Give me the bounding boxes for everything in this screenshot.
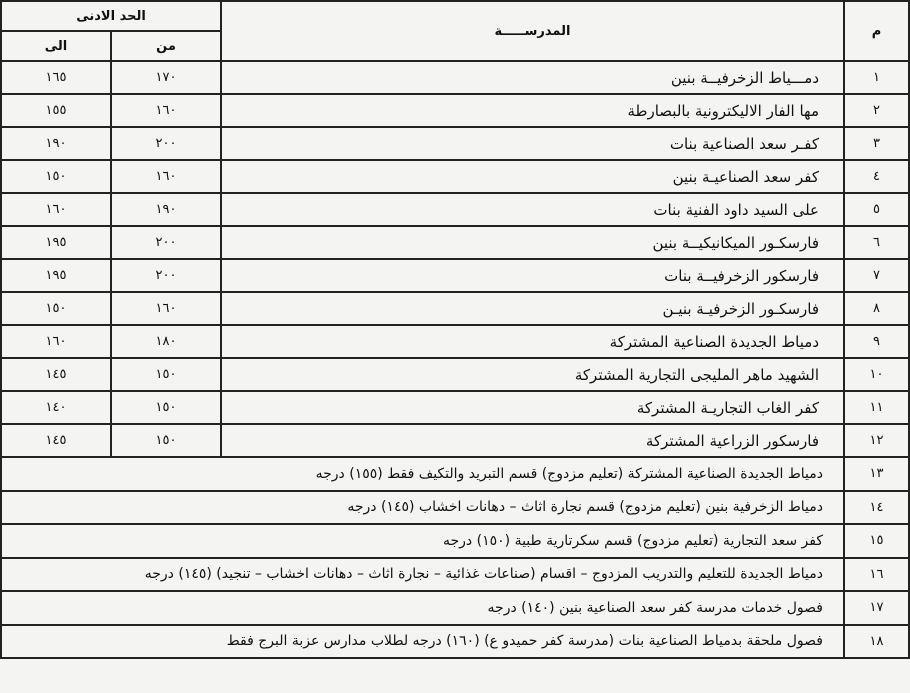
table-row [1,160,909,193]
note-text: دمياط الجديدة الصناعية المشتركة (تعليم مزدوج) قسم التبريد والتكيف فقط (١٥٥) درجه [1,457,844,491]
grade-to: ١٦٥ [1,61,111,94]
row-index: ١٨ [844,625,909,659]
school-name: مها الفار الاليكترونية بالبصارطة [221,94,844,127]
table-row [1,325,909,358]
grade-from: ١٦٠ [111,160,221,193]
row-index: ١٣ [844,457,909,491]
table-row [1,94,909,127]
grade-to: ١٩٠ [1,127,111,160]
row-index: ١٧ [844,591,909,625]
grade-from: ١٥٠ [111,358,221,391]
header-row [1,1,909,31]
row-index: ١١ [844,391,909,424]
table-row [1,292,909,325]
note-text: دمياط الجديدة للتعليم والتدريب المزدوج – اقسام (صناعات غذائية – نجارة اثاث – دهانات اخشاب – تنجيد) (١٤٥) درجه [1,558,844,592]
note-text: فصول ملحقة بدمياط الصناعية بنات (مدرسة كفر حميدو ع) (١٦٠) درجه لطلاب مدارس عزبة البرج فقط [1,625,844,659]
to-header: الى [1,31,111,61]
grade-to: ١٩٥ [1,259,111,292]
grade-to: ١٥٠ [1,160,111,193]
row-index: ٧ [844,259,909,292]
row-index: ١ [844,61,909,94]
note-row [1,558,909,592]
grade-to: ١٦٠ [1,193,111,226]
row-index: ١٢ [844,424,909,457]
row-index: ٥ [844,193,909,226]
school-name: فارسكور الزراعية المشتركة [221,424,844,457]
table-row [1,226,909,259]
grade-to: ١٦٠ [1,325,111,358]
table-row [1,127,909,160]
grade-to: ١٤٠ [1,391,111,424]
school-name: كفر سعد الصناعيـة بنين [221,160,844,193]
row-index: ١٤ [844,491,909,525]
school-header: المدرســـــة [221,1,844,61]
school-name: دمـــياط الزخرفيــة بنين [221,61,844,94]
index-header: م [844,1,909,61]
grade-from: ١٩٠ [111,193,221,226]
row-index: ٨ [844,292,909,325]
grade-from: ٢٠٠ [111,259,221,292]
note-text: فصول خدمات مدرسة كفر سعد الصناعية بنين (١٤٠) درجه [1,591,844,625]
note-text: دمياط الزخرفية بنين (تعليم مزدوج) قسم نجارة اثاث – دهانات اخشاب (١٤٥) درجه [1,491,844,525]
row-index: ٤ [844,160,909,193]
note-row [1,491,909,525]
row-index: ٣ [844,127,909,160]
row-index: ١٦ [844,558,909,592]
note-row [1,457,909,491]
school-name: كفـر سعد الصناعية بنات [221,127,844,160]
table-row [1,259,909,292]
grade-from: ١٥٠ [111,424,221,457]
note-row [1,625,909,659]
grade-from: ١٨٠ [111,325,221,358]
table-row [1,61,909,94]
table-row [1,391,909,424]
school-name: كفر الغاب التجاريـة المشتركة [221,391,844,424]
school-name: الشهيد ماهر المليجى التجارية المشتركة [221,358,844,391]
school-name: دمياط الجديدة الصناعية المشتركة [221,325,844,358]
grade-from: ٢٠٠ [111,127,221,160]
row-index: ١٠ [844,358,909,391]
table-body [1,61,909,658]
table-row [1,358,909,391]
grade-to: ١٥٠ [1,292,111,325]
note-row [1,524,909,558]
row-index: ٢ [844,94,909,127]
grade-from: ١٥٠ [111,391,221,424]
note-row [1,591,909,625]
row-index: ٩ [844,325,909,358]
from-header: من [111,31,221,61]
school-name: فارسكور الزخرفيــة بنات [221,259,844,292]
grade-to: ١٤٥ [1,358,111,391]
grade-to: ١٩٥ [1,226,111,259]
school-name: فارسكـور الميكانيكيــة بنين [221,226,844,259]
table-row [1,193,909,226]
min-grade-header: الحد الادنى [1,1,221,31]
note-text: كفر سعد التجارية (تعليم مزدوج) قسم سكرتارية طبية (١٥٠) درجه [1,524,844,558]
grade-to: ١٤٥ [1,424,111,457]
school-name: على السيد داود الفنية بنات [221,193,844,226]
row-index: ١٥ [844,524,909,558]
row-index: ٦ [844,226,909,259]
school-name: فارسكـور الزخرفيـة بنيـن [221,292,844,325]
grade-from: ١٦٠ [111,292,221,325]
grade-from: ١٦٠ [111,94,221,127]
grade-from: ٢٠٠ [111,226,221,259]
grade-from: ١٧٠ [111,61,221,94]
grade-to: ١٥٥ [1,94,111,127]
table-row [1,424,909,457]
